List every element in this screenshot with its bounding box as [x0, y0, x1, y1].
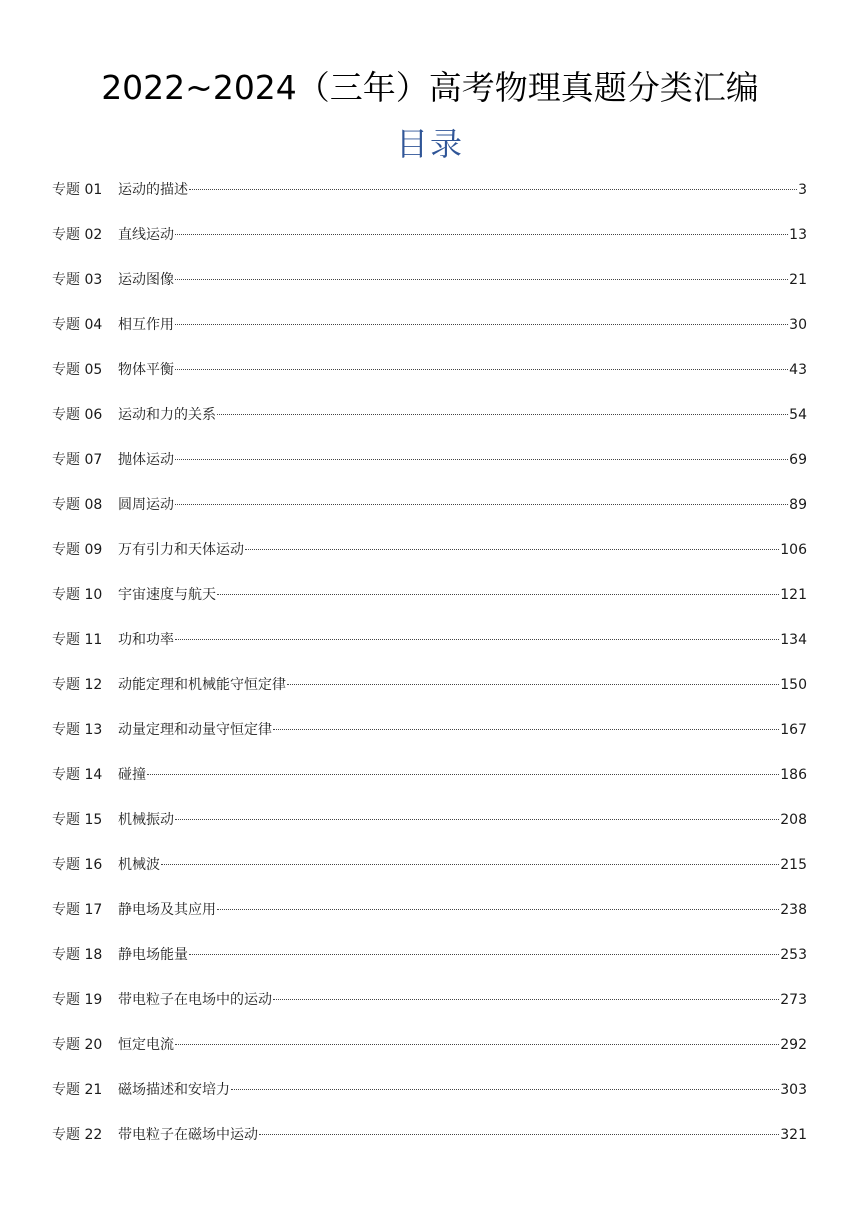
toc-entry[interactable]: [52, 853, 807, 898]
toc-entry[interactable]: [52, 538, 807, 583]
toc-entry-title: 圆周运动: [118, 497, 174, 513]
toc-dot-leader: [175, 1044, 779, 1045]
toc-entry-title: 相互作用: [118, 317, 174, 333]
toc-dot-leader: [287, 684, 779, 685]
toc-entry-number: 专题 10: [52, 587, 103, 603]
toc-entry-page: 303: [780, 1082, 807, 1098]
toc-dot-leader: [189, 954, 779, 955]
toc-entry-title: 动能定理和机械能守恒定律: [118, 677, 286, 693]
toc-entry-page: 167: [780, 722, 807, 738]
toc-entry-page: 321: [780, 1127, 807, 1143]
toc-entry-number: 专题 16: [52, 857, 103, 873]
toc-dot-leader: [175, 324, 788, 325]
toc-entry[interactable]: [52, 673, 807, 718]
toc-entry[interactable]: [52, 1078, 807, 1123]
toc-entry-number: 专题 09: [52, 542, 103, 558]
toc-entry-page: 54: [789, 407, 807, 423]
toc-entry[interactable]: [52, 1123, 807, 1168]
toc-entry-page: 273: [780, 992, 807, 1008]
toc-entry[interactable]: [52, 448, 807, 493]
toc-entry-title: 带电粒子在磁场中运动: [118, 1127, 258, 1143]
toc-entry-page: 43: [789, 362, 807, 378]
toc-dot-leader: [175, 504, 788, 505]
toc-entry-page: 150: [780, 677, 807, 693]
toc-dot-leader: [175, 459, 788, 460]
toc-entry-number: 专题 04: [52, 317, 103, 333]
toc-dot-leader: [161, 864, 779, 865]
toc-dot-leader: [175, 234, 788, 235]
toc-dot-leader: [259, 1134, 779, 1135]
toc-dot-leader: [147, 774, 779, 775]
toc-entry[interactable]: [52, 268, 807, 313]
toc-entry-title: 运动的描述: [118, 182, 188, 198]
toc-entry-title: 磁场描述和安培力: [118, 1082, 230, 1098]
toc-entry[interactable]: [52, 763, 807, 808]
toc-entry[interactable]: [52, 313, 807, 358]
toc-entry[interactable]: [52, 988, 807, 1033]
toc-entry-number: 专题 20: [52, 1037, 103, 1053]
toc-entry[interactable]: [52, 358, 807, 403]
toc-entry[interactable]: [52, 898, 807, 943]
toc-entry-number: 专题 07: [52, 452, 103, 468]
toc-entry-title: 功和功率: [118, 632, 174, 648]
toc-dot-leader: [273, 999, 779, 1000]
toc-entry-page: 186: [780, 767, 807, 783]
toc-entry[interactable]: [52, 493, 807, 538]
toc-dot-leader: [245, 549, 779, 550]
toc-entry-title: 静电场及其应用: [118, 902, 216, 918]
toc-entry-page: 208: [780, 812, 807, 828]
toc-entry-page: 238: [780, 902, 807, 918]
toc-entry-title: 抛体运动: [118, 452, 174, 468]
toc-entry[interactable]: [52, 1033, 807, 1078]
toc-entry-title: 万有引力和天体运动: [118, 542, 244, 558]
toc-entry-number: 专题 22: [52, 1127, 103, 1143]
toc-entry-number: 专题 12: [52, 677, 103, 693]
toc-entry-number: 专题 14: [52, 767, 103, 783]
toc-entry-title: 动量定理和动量守恒定律: [118, 722, 272, 738]
toc-entry-page: 253: [780, 947, 807, 963]
document-title: 2022~2024（三年）高考物理真题分类汇编: [101, 68, 759, 107]
toc-entry-number: 专题 11: [52, 632, 103, 648]
toc-entry-page: 215: [780, 857, 807, 873]
toc-entry[interactable]: [52, 718, 807, 763]
toc-entry[interactable]: [52, 628, 807, 673]
toc-dot-leader: [175, 369, 788, 370]
toc-entry-title: 机械波: [118, 857, 160, 873]
toc-entry[interactable]: [52, 808, 807, 853]
toc-entry-page: 134: [780, 632, 807, 648]
toc-entry-number: 专题 03: [52, 272, 103, 288]
toc-entry-page: 21: [789, 272, 807, 288]
toc-entry[interactable]: [52, 583, 807, 628]
toc-dot-leader: [175, 639, 779, 640]
toc-entry-number: 专题 18: [52, 947, 103, 963]
toc-dot-leader: [175, 819, 779, 820]
toc-dot-leader: [231, 1089, 779, 1090]
toc-entry-title: 静电场能量: [118, 947, 188, 963]
toc-entry-page: 292: [780, 1037, 807, 1053]
toc-entry-number: 专题 08: [52, 497, 103, 513]
toc-entry-number: 专题 15: [52, 812, 103, 828]
toc-entry[interactable]: [52, 403, 807, 448]
toc-entry-number: 专题 19: [52, 992, 103, 1008]
toc-entry-page: 69: [789, 452, 807, 468]
toc-entry-title: 直线运动: [118, 227, 174, 243]
toc-entry-number: 专题 05: [52, 362, 103, 378]
toc-dot-leader: [175, 279, 788, 280]
toc-entry-number: 专题 06: [52, 407, 103, 423]
toc-entry-number: 专题 17: [52, 902, 103, 918]
toc-dot-leader: [189, 189, 797, 190]
toc-dot-leader: [217, 594, 779, 595]
toc-entry-title: 运动图像: [118, 272, 174, 288]
toc-entry-title: 机械振动: [118, 812, 174, 828]
toc-entry[interactable]: [52, 943, 807, 988]
toc-entry[interactable]: [52, 178, 807, 223]
toc-entry-title: 恒定电流: [118, 1037, 174, 1053]
toc-entry-number: 专题 13: [52, 722, 103, 738]
toc-heading: 目录: [395, 125, 464, 163]
toc-entry-title: 物体平衡: [118, 362, 174, 378]
toc-entry-title: 带电粒子在电场中的运动: [118, 992, 272, 1008]
toc-entry-page: 106: [780, 542, 807, 558]
toc-dot-leader: [217, 414, 788, 415]
toc-entry-title: 碰撞: [118, 767, 146, 783]
toc-entry-page: 89: [789, 497, 807, 513]
toc-entry-number: 专题 01: [52, 182, 103, 198]
toc-dot-leader: [217, 909, 779, 910]
toc-entry-page: 121: [780, 587, 807, 603]
toc-entry-title: 运动和力的关系: [118, 407, 216, 423]
toc-dot-leader: [273, 729, 779, 730]
toc-list: [52, 178, 807, 1168]
toc-entry[interactable]: [52, 223, 807, 268]
toc-entry-number: 专题 21: [52, 1082, 103, 1098]
toc-entry-page: 3: [798, 182, 807, 198]
toc-entry-title: 宇宙速度与航天: [118, 587, 216, 603]
toc-entry-number: 专题 02: [52, 227, 103, 243]
toc-entry-page: 13: [789, 227, 807, 243]
toc-entry-page: 30: [789, 317, 807, 333]
